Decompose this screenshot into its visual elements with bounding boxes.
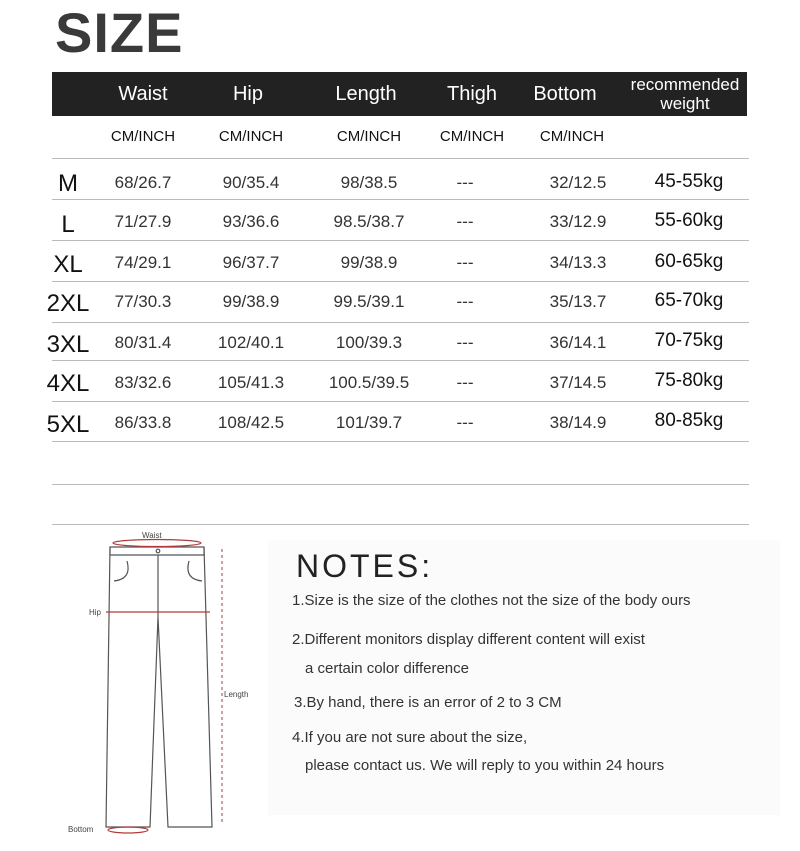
- note-1: 1.Size is the size of the clothes not the size of the body ours: [292, 592, 691, 609]
- weight-cell: 45-55kg: [654, 171, 724, 192]
- header-weight: [618, 72, 752, 116]
- bottom-cell: 36/14.1: [549, 333, 607, 352]
- unit-waist: CM/INCH: [110, 128, 176, 145]
- length-cell: 98/38.5: [340, 173, 398, 192]
- waist-cell: 68/26.7: [114, 173, 172, 192]
- weight-cell: 60-65kg: [654, 251, 724, 272]
- size-label: 4XL: [46, 370, 90, 397]
- length-cell: 98.5/38.7: [333, 212, 405, 231]
- header-length: Length: [335, 82, 397, 105]
- thigh-cell: ---: [456, 333, 474, 352]
- row-divider: [52, 360, 749, 361]
- row-divider: [52, 158, 749, 159]
- row-divider: [52, 199, 749, 200]
- row-divider: [52, 322, 749, 323]
- size-label: L: [61, 211, 75, 238]
- waist-cell: 86/33.8: [114, 413, 172, 432]
- size-label: 2XL: [46, 290, 90, 317]
- length-cell: 99/38.9: [340, 253, 398, 272]
- hip-cell: 93/36.6: [222, 212, 280, 231]
- header-thigh: Thigh: [446, 82, 498, 105]
- pants-outline-icon: [106, 547, 212, 827]
- weight-cell: 65-70kg: [654, 290, 724, 311]
- size-label: 3XL: [46, 331, 90, 358]
- row-divider: [52, 441, 749, 442]
- weight-cell: 55-60kg: [654, 210, 724, 231]
- page-title: SIZE: [55, 1, 184, 64]
- diagram-length-label: Length: [224, 690, 249, 699]
- bottom-cell: 38/14.9: [549, 413, 607, 432]
- thigh-cell: ---: [456, 253, 474, 272]
- unit-hip: CM/INCH: [218, 128, 284, 145]
- size-label: 5XL: [46, 411, 90, 438]
- thigh-cell: ---: [456, 212, 474, 231]
- thigh-cell: ---: [456, 173, 474, 192]
- waist-cell: 83/32.6: [114, 373, 172, 392]
- unit-length: CM/INCH: [336, 128, 402, 145]
- header-hip: Hip: [232, 82, 263, 105]
- row-divider: [52, 401, 749, 402]
- row-divider: [52, 240, 749, 241]
- pants-diagram: [52, 527, 268, 837]
- bottom-cell: 37/14.5: [549, 373, 607, 392]
- hip-cell: 102/40.1: [217, 333, 285, 352]
- header-weight-line2: weight: [660, 94, 710, 113]
- waist-measure-icon: [113, 540, 201, 547]
- size-label: XL: [53, 251, 83, 278]
- waist-cell: 77/30.3: [114, 292, 172, 311]
- row-divider: [52, 524, 749, 525]
- waist-cell: 74/29.1: [114, 253, 172, 272]
- weight-cell: 70-75kg: [654, 330, 724, 351]
- header-bottom: Bottom: [533, 82, 597, 105]
- diagram-bottom-label: Bottom: [68, 825, 94, 834]
- waist-cell: 80/31.4: [114, 333, 172, 352]
- length-cell: 100.5/39.5: [328, 373, 410, 392]
- note-2-line2: a certain color difference: [305, 660, 469, 677]
- waist-cell: 71/27.9: [114, 212, 172, 231]
- hip-cell: 99/38.9: [222, 292, 280, 311]
- header-waist: Waist: [118, 82, 168, 105]
- diagram-hip-label: Hip: [89, 608, 102, 617]
- length-cell: 99.5/39.1: [333, 292, 405, 311]
- unit-bottom: CM/INCH: [539, 128, 605, 145]
- unit-thigh: CM/INCH: [439, 128, 505, 145]
- weight-cell: 80-85kg: [654, 410, 724, 431]
- bottom-cell: 32/12.5: [549, 173, 607, 192]
- thigh-cell: ---: [456, 292, 474, 311]
- hip-cell: 90/35.4: [222, 173, 280, 192]
- row-divider: [52, 484, 749, 485]
- note-3: 3.By hand, there is an error of 2 to 3 CM: [294, 694, 562, 711]
- bottom-cell: 34/13.3: [549, 253, 607, 272]
- note-4-line1: 4.If you are not sure about the size,: [292, 729, 528, 746]
- notes-title: NOTES:: [296, 548, 434, 584]
- bottom-cell: 35/13.7: [549, 292, 607, 311]
- hip-cell: 108/42.5: [217, 413, 285, 432]
- length-cell: 101/39.7: [335, 413, 403, 432]
- bottom-cell: 33/12.9: [549, 212, 607, 231]
- row-divider: [52, 281, 749, 282]
- hip-cell: 105/41.3: [217, 373, 285, 392]
- weight-cell: 75-80kg: [654, 370, 724, 391]
- length-cell: 100/39.3: [335, 333, 403, 352]
- header-weight-line1: recommended: [630, 75, 740, 94]
- note-4-line2: please contact us. We will reply to you within 24 hours: [305, 757, 665, 774]
- bottom-measure-icon: [108, 827, 148, 833]
- thigh-cell: ---: [456, 413, 474, 432]
- size-label: M: [58, 170, 78, 197]
- note-2-line1: 2.Different monitors display different content will exist: [292, 631, 645, 648]
- thigh-cell: ---: [456, 373, 474, 392]
- diagram-waist-label: Waist: [142, 531, 162, 540]
- hip-cell: 96/37.7: [222, 253, 280, 272]
